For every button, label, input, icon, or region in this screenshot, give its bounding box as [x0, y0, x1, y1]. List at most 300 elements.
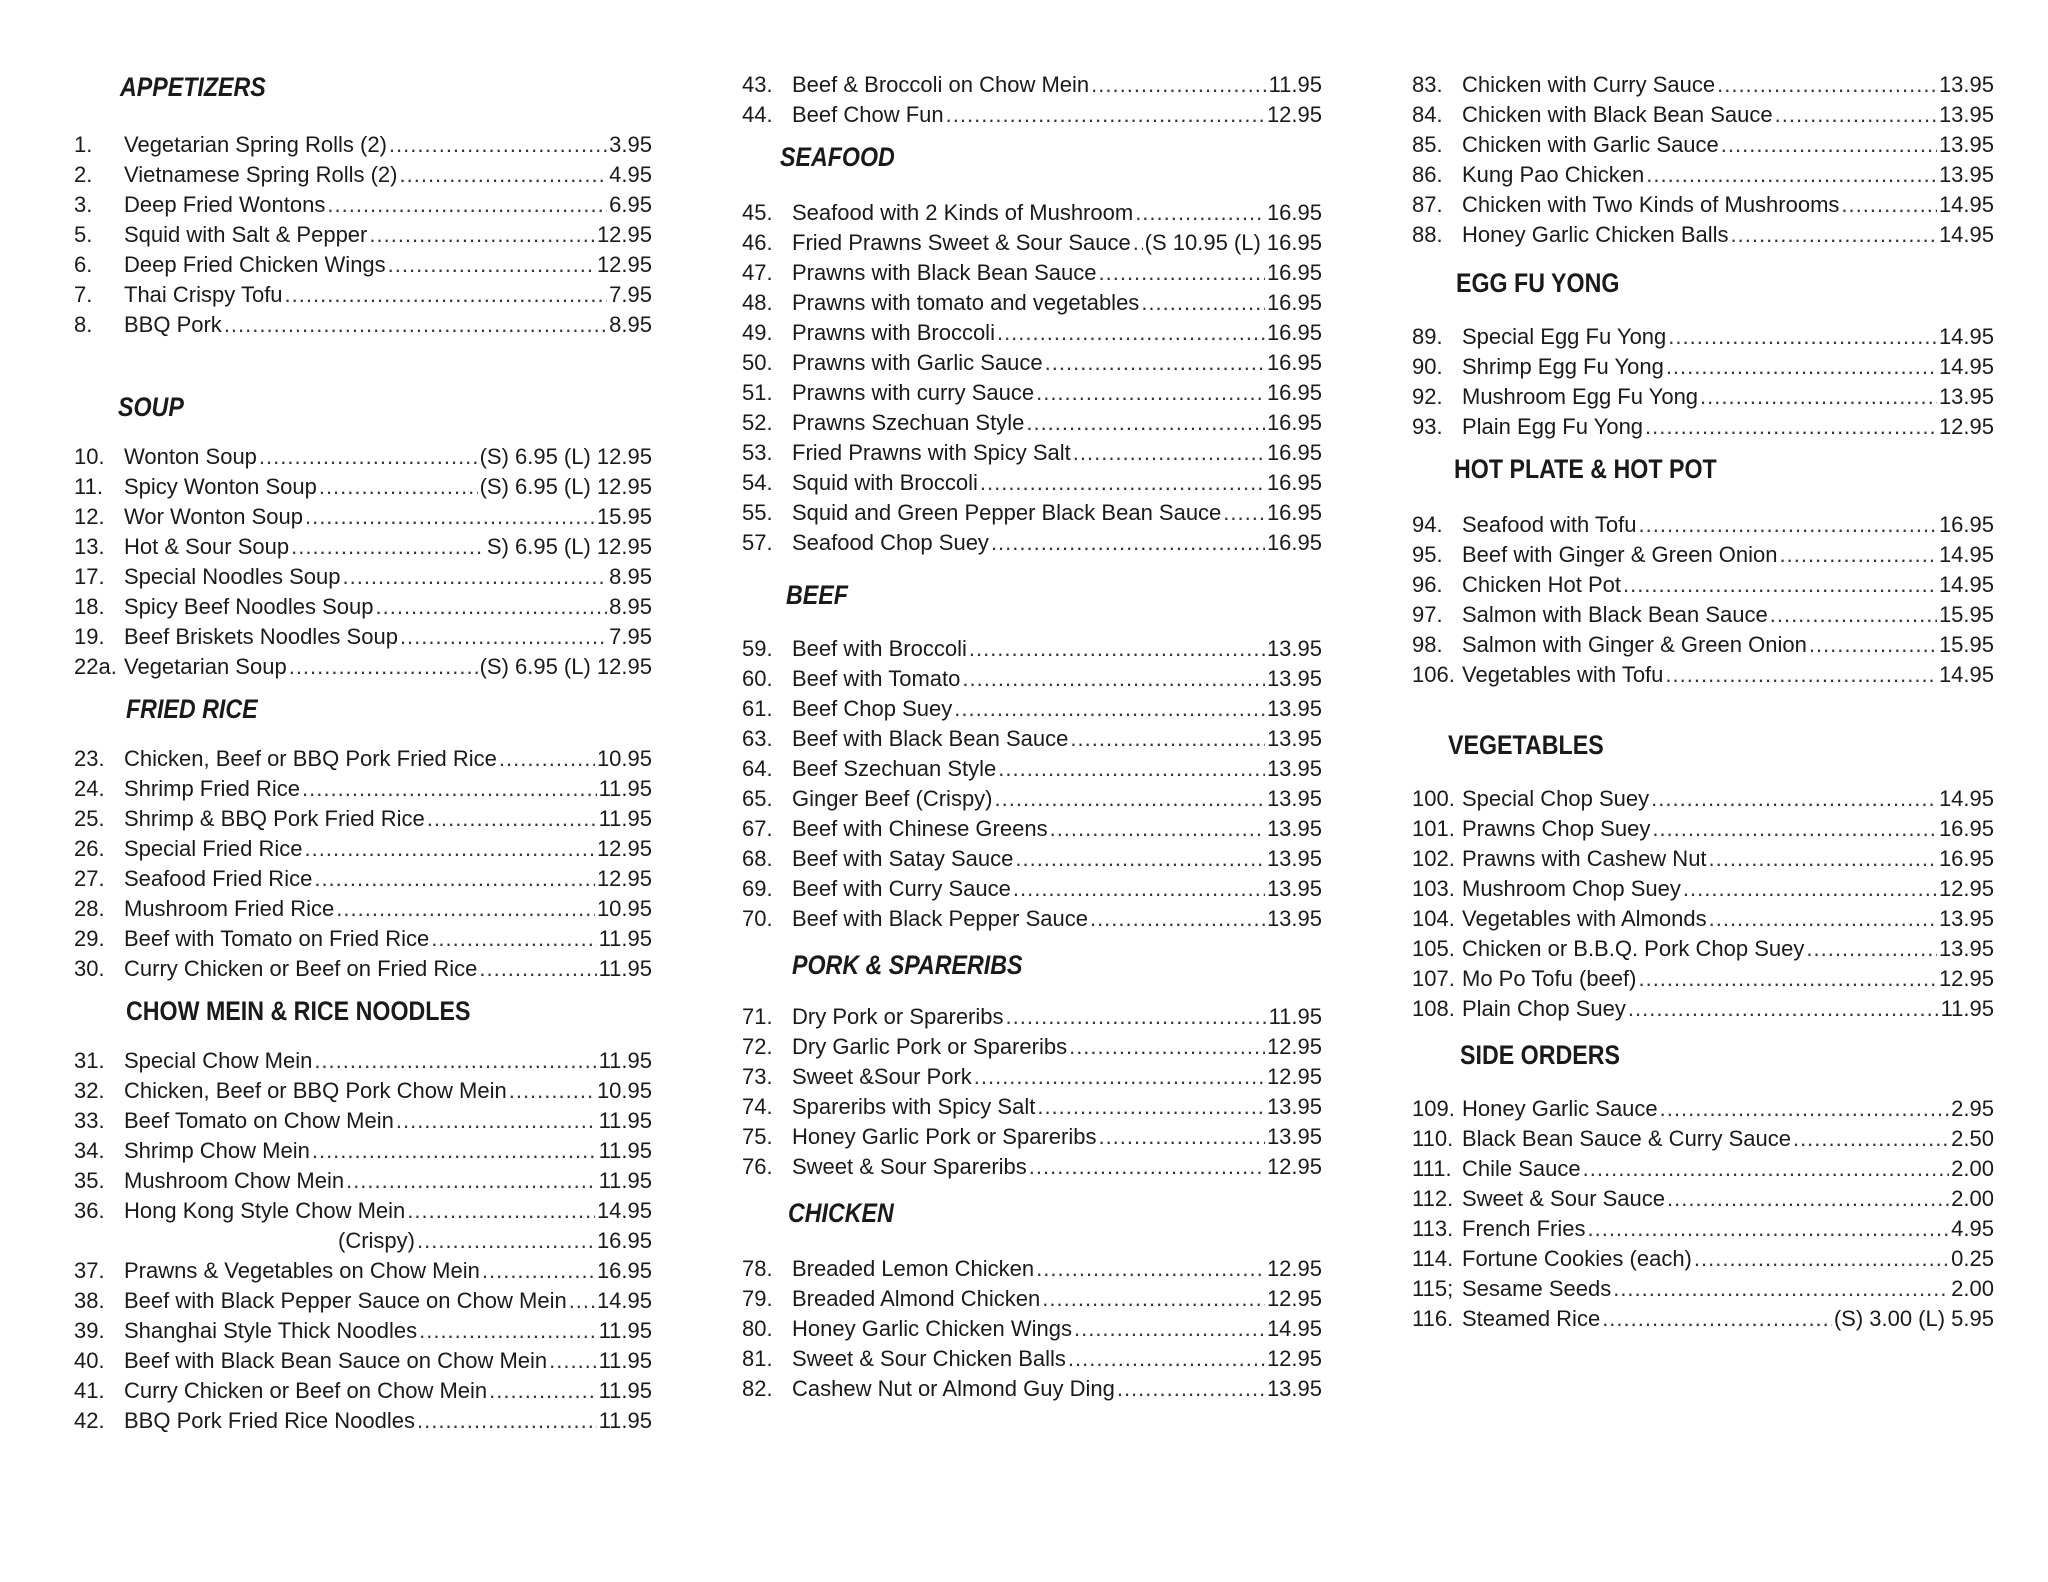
dot-leader — [376, 592, 608, 622]
item-price: 11.95 — [598, 1378, 652, 1403]
section-title: HOT PLATE & HOT POT — [1454, 454, 1717, 484]
item-name: Plain Chop Suey — [1462, 996, 1626, 1021]
item-name: Squid with Broccoli — [792, 470, 978, 495]
menu-item — [1412, 510, 1994, 540]
item-price: 14.95 — [1266, 1316, 1322, 1341]
dot-leader — [1841, 190, 1937, 220]
item-price: 16.95 — [1266, 350, 1322, 375]
item-price: 10.95 — [596, 1078, 652, 1103]
menu-item — [74, 1106, 652, 1136]
item-number: 7. — [74, 282, 93, 307]
item-price: 16.95 — [1266, 410, 1322, 435]
item-number: 113. — [1412, 1216, 1454, 1241]
menu-item — [742, 1284, 1322, 1314]
item-price: 11.95 — [598, 1168, 652, 1193]
dot-leader — [1068, 1344, 1265, 1374]
item-number: 107. — [1412, 966, 1455, 991]
menu-item — [1412, 540, 1994, 570]
item-number: 63. — [742, 726, 773, 751]
menu-item — [742, 1254, 1322, 1284]
item-number: 48. — [742, 290, 773, 315]
menu-item — [74, 562, 652, 592]
item-name: Hong Kong Style Chow Mein — [124, 1198, 406, 1223]
item-name: Beef Chow Fun — [792, 102, 944, 127]
item-number: 80. — [742, 1316, 773, 1341]
item-number: 13. — [74, 534, 105, 559]
menu-item — [74, 190, 652, 220]
dot-leader — [259, 442, 478, 472]
menu-item — [742, 1032, 1322, 1062]
item-number: 85. — [1412, 132, 1443, 157]
menu-section — [1412, 266, 1994, 442]
item-price: 13.95 — [1266, 726, 1322, 751]
item-price: 2.00 — [1951, 1186, 1994, 1211]
dot-leader — [419, 1316, 596, 1346]
item-price: 13.95 — [1938, 936, 1994, 961]
item-number: 70. — [742, 906, 773, 931]
dot-leader — [479, 954, 596, 984]
dot-leader — [974, 1062, 1265, 1092]
item-number: 51. — [742, 380, 773, 405]
item-number: 47. — [742, 260, 773, 285]
item-price: 16.95 — [1266, 320, 1322, 345]
item-name: Chicken, Beef or BBQ Pork Chow Mein — [124, 1078, 507, 1103]
menu-item — [742, 1092, 1322, 1122]
item-name: Chicken with Garlic Sauce — [1462, 132, 1719, 157]
item-number: 5. — [74, 222, 93, 247]
menu-section — [742, 948, 1322, 1182]
menu-column-2 — [742, 70, 1322, 1404]
item-number: 115; — [1412, 1276, 1454, 1301]
section-title: SEAFOOD — [780, 142, 895, 172]
item-name: Black Bean Sauce & Curry Sauce — [1462, 1126, 1791, 1151]
item-number: 78. — [742, 1256, 773, 1281]
item-number: 111. — [1412, 1156, 1452, 1181]
item-price: 11.95 — [598, 926, 652, 951]
dot-leader — [1660, 1094, 1950, 1124]
dot-leader — [1587, 1214, 1949, 1244]
dot-leader — [1099, 258, 1265, 288]
item-name: Sesame Seeds — [1462, 1276, 1612, 1301]
dot-leader — [314, 1046, 596, 1076]
menu-item — [1412, 1244, 1994, 1274]
item-name: Beef Chop Suey — [792, 696, 953, 721]
item-price: 11.95 — [598, 956, 652, 981]
dot-leader — [998, 754, 1265, 784]
item-price: 13.95 — [1266, 876, 1322, 901]
section-title: SIDE ORDERS — [1460, 1040, 1621, 1070]
menu-item — [74, 894, 652, 924]
menu-item — [742, 1002, 1322, 1032]
item-name: Prawns with tomato and vegetables — [792, 290, 1140, 315]
dot-leader — [482, 1256, 595, 1286]
item-price: 13.95 — [1938, 906, 1994, 931]
item-number: 40. — [74, 1348, 105, 1373]
dot-leader — [305, 834, 595, 864]
menu-item — [74, 1406, 652, 1436]
dot-leader — [1141, 288, 1265, 318]
item-price: 2.50 — [1951, 1126, 1994, 1151]
dot-leader — [980, 468, 1265, 498]
item-name: Prawns Chop Suey — [1462, 816, 1651, 841]
menu-item — [1412, 412, 1994, 442]
item-price: (S) 6.95 (L) 12.95 — [479, 444, 652, 469]
dot-leader — [1091, 70, 1266, 100]
item-name: Beef with Black Pepper Sauce — [792, 906, 1088, 931]
dot-leader — [1074, 1314, 1265, 1344]
item-number: 114. — [1412, 1246, 1454, 1271]
item-name: Fortune Cookies (each) — [1462, 1246, 1692, 1271]
menu-section — [74, 390, 652, 682]
item-name: Beef with Black Bean Sauce on Chow Mein — [124, 1348, 548, 1373]
item-number: 35. — [74, 1168, 105, 1193]
item-name: Chicken with Two Kinds of Mushrooms — [1462, 192, 1840, 217]
item-name: Prawns with Cashew Nut — [1462, 846, 1707, 871]
menu-item — [74, 160, 652, 190]
menu-item — [74, 280, 652, 310]
item-name: Curry Chicken or Beef on Chow Mein — [124, 1378, 488, 1403]
dot-leader — [427, 804, 597, 834]
item-price: 11.95 — [598, 776, 652, 801]
dot-leader — [1694, 1244, 1949, 1274]
item-number: 101. — [1412, 816, 1455, 841]
menu-section — [1412, 70, 1994, 250]
dot-leader — [1646, 160, 1937, 190]
item-price: 11.95 — [598, 1408, 652, 1433]
item-price: 14.95 — [1938, 354, 1994, 379]
item-name: Beef with Black Pepper Sauce on Chow Mein — [124, 1288, 567, 1313]
menu-item — [742, 1344, 1322, 1374]
item-name: Steamed Rice — [1462, 1306, 1601, 1331]
dot-leader — [1651, 784, 1937, 814]
dot-leader — [569, 1286, 595, 1316]
dot-leader — [549, 1346, 596, 1376]
item-number: 103. — [1412, 876, 1455, 901]
item-price: 14.95 — [1938, 192, 1994, 217]
menu-item — [1412, 600, 1994, 630]
item-name: Beef with Chinese Greens — [792, 816, 1048, 841]
item-price: 16.95 — [1266, 500, 1322, 525]
item-price: 2.95 — [1951, 1096, 1994, 1121]
dot-leader — [336, 894, 595, 924]
menu-column-1 — [74, 70, 652, 1436]
item-number: 73. — [742, 1064, 773, 1089]
menu-item — [74, 442, 652, 472]
dot-leader — [1073, 438, 1265, 468]
menu-item — [742, 258, 1322, 288]
menu-item — [1412, 934, 1994, 964]
item-name: BBQ Pork — [124, 312, 222, 337]
item-price: 12.95 — [1266, 1256, 1322, 1281]
menu-section — [1412, 452, 1994, 690]
menu-item — [742, 100, 1322, 130]
dot-leader — [312, 1136, 597, 1166]
item-name: Seafood Chop Suey — [792, 530, 989, 555]
item-number: 71. — [742, 1004, 773, 1029]
item-price: 14.95 — [1938, 572, 1994, 597]
item-number: 79. — [742, 1286, 773, 1311]
item-number: 82. — [742, 1376, 773, 1401]
item-name: Wor Wonton Soup — [124, 504, 303, 529]
item-price: 8.95 — [609, 312, 652, 337]
item-number: 6. — [74, 252, 93, 277]
menu-item — [74, 834, 652, 864]
item-number: 32. — [74, 1078, 105, 1103]
menu-item — [742, 754, 1322, 784]
item-price: 13.95 — [1938, 384, 1994, 409]
menu-item — [1412, 220, 1994, 250]
item-name: Shanghai Style Thick Noodles — [124, 1318, 418, 1343]
item-name: Cashew Nut or Almond Guy Ding — [792, 1376, 1115, 1401]
menu-item — [742, 1374, 1322, 1404]
item-name: Seafood with 2 Kinds of Mushroom — [792, 200, 1134, 225]
item-number: 39. — [74, 1318, 105, 1343]
menu-item — [742, 228, 1322, 258]
item-name: Chicken Hot Pot — [1462, 572, 1621, 597]
section-title: APPETIZERS — [120, 72, 266, 102]
item-price: 12.95 — [596, 252, 652, 277]
menu-item — [742, 904, 1322, 934]
item-name: Prawns with curry Sauce — [792, 380, 1035, 405]
item-price: 13.95 — [1266, 1376, 1322, 1401]
section-title: EGG FU YONG — [1456, 268, 1620, 298]
item-name: Special Fried Rice — [124, 836, 303, 861]
menu-item — [742, 348, 1322, 378]
dot-leader — [396, 1106, 597, 1136]
menu-item — [742, 634, 1322, 664]
dot-leader — [1036, 378, 1265, 408]
dot-leader — [1069, 1032, 1265, 1062]
item-name: Seafood with Tofu — [1462, 512, 1637, 537]
menu-item — [1412, 630, 1994, 660]
item-number: 100. — [1412, 786, 1455, 811]
menu-item — [742, 844, 1322, 874]
item-price: 13.95 — [1266, 636, 1322, 661]
item-price: 4.95 — [1951, 1216, 1994, 1241]
dot-leader — [369, 220, 595, 250]
item-number: 54. — [742, 470, 773, 495]
dot-leader — [342, 562, 607, 592]
item-name: Mushroom Chow Mein — [124, 1168, 345, 1193]
dot-leader — [1050, 814, 1265, 844]
menu-item — [1412, 1184, 1994, 1214]
menu-item — [74, 804, 652, 834]
item-price: 13.95 — [1938, 102, 1994, 127]
dot-leader — [1013, 874, 1265, 904]
item-name: Honey Garlic Chicken Wings — [792, 1316, 1072, 1341]
dot-leader — [431, 924, 596, 954]
dot-leader — [1665, 660, 1937, 690]
menu-section — [1412, 1038, 1994, 1334]
item-number: 65. — [742, 786, 773, 811]
section-title: CHICKEN — [788, 1198, 894, 1228]
dot-leader — [1029, 1152, 1265, 1182]
item-number: 30. — [74, 956, 105, 981]
dot-leader — [1809, 630, 1937, 660]
dot-leader — [1775, 100, 1937, 130]
item-price: 12.95 — [596, 836, 652, 861]
item-number: 110. — [1412, 1126, 1454, 1151]
menu-item — [742, 724, 1322, 754]
dot-leader — [1731, 220, 1937, 250]
menu-item — [1412, 352, 1994, 382]
item-number: 27. — [74, 866, 105, 891]
menu-item — [1412, 382, 1994, 412]
item-number: 24. — [74, 776, 105, 801]
menu-item — [742, 1152, 1322, 1182]
item-name: Prawns & Vegetables on Chow Mein — [124, 1258, 480, 1283]
menu-item — [74, 250, 652, 280]
item-price: 14.95 — [1938, 662, 1994, 687]
item-number: 25. — [74, 806, 105, 831]
dot-leader — [1045, 348, 1265, 378]
item-number: 88. — [1412, 222, 1443, 247]
dot-leader — [1583, 1154, 1950, 1184]
section-title: BEEF — [786, 580, 848, 610]
item-number: 31. — [74, 1048, 105, 1073]
item-price: 16.95 — [1266, 260, 1322, 285]
dot-leader — [1117, 1374, 1265, 1404]
item-name: Salmon with Black Bean Sauce — [1462, 602, 1768, 627]
menu-item — [742, 438, 1322, 468]
dot-leader — [302, 774, 597, 804]
item-number: 11. — [74, 474, 103, 499]
menu-item — [742, 408, 1322, 438]
menu-item — [74, 592, 652, 622]
item-price: 4.95 — [609, 162, 652, 187]
item-price: 12.95 — [1266, 1034, 1322, 1059]
dot-leader — [1090, 904, 1265, 934]
menu-item — [74, 532, 652, 562]
item-name: Chicken or B.B.Q. Pork Chop Suey — [1462, 936, 1805, 961]
item-name: Salmon with Ginger & Green Onion — [1462, 632, 1807, 657]
item-price: 12.95 — [1266, 1064, 1322, 1089]
menu-section — [1412, 728, 1994, 1024]
item-price: 0.25 — [1951, 1246, 1994, 1271]
dot-leader — [1709, 904, 1937, 934]
item-name: Sweet & Sour Spareribs — [792, 1154, 1027, 1179]
item-name: Squid and Green Pepper Black Bean Sauce — [792, 500, 1222, 525]
item-name: Curry Chicken or Beef on Fried Rice — [124, 956, 478, 981]
item-price: 13.95 — [1266, 756, 1322, 781]
item-name: Beef with Black Bean Sauce — [792, 726, 1069, 751]
item-number: 43. — [742, 72, 773, 97]
item-number: 102. — [1412, 846, 1455, 871]
menu-item — [1412, 160, 1994, 190]
item-name: Sweet & Sour Chicken Balls — [792, 1346, 1066, 1371]
dot-leader — [1026, 408, 1265, 438]
menu-item — [74, 652, 652, 682]
item-number: 22a. — [74, 654, 117, 679]
item-price: 2.00 — [1951, 1156, 1994, 1181]
item-price: 12.95 — [1266, 1346, 1322, 1371]
item-price: 11.95 — [598, 1318, 652, 1343]
item-number: 92. — [1412, 384, 1443, 409]
item-price: 13.95 — [1266, 786, 1322, 811]
menu-item — [1412, 784, 1994, 814]
menu-item — [742, 1062, 1322, 1092]
item-price: 16.95 — [1266, 470, 1322, 495]
dot-leader — [1042, 1284, 1265, 1314]
menu-section — [74, 70, 652, 340]
menu-item — [1412, 1304, 1994, 1334]
item-price: 15.95 — [1938, 632, 1994, 657]
item-price: 16.95 — [1938, 846, 1994, 871]
item-name: Shrimp Fried Rice — [124, 776, 301, 801]
item-price: 8.95 — [609, 564, 652, 589]
dot-leader — [489, 1376, 596, 1406]
item-number: 83. — [1412, 72, 1443, 97]
menu-item — [74, 924, 652, 954]
item-name: Prawns with Black Bean Sauce — [792, 260, 1097, 285]
dot-leader — [1717, 70, 1937, 100]
item-number: 50. — [742, 350, 773, 375]
menu-item — [1412, 1094, 1994, 1124]
item-price: 14.95 — [1938, 222, 1994, 247]
item-name: Beef with Broccoli — [792, 636, 967, 661]
item-name: Breaded Lemon Chicken — [792, 1256, 1035, 1281]
section-title: PORK & SPARERIBS — [792, 950, 1023, 980]
item-name: Vegetables with Almonds — [1462, 906, 1707, 931]
item-number: 57. — [742, 530, 773, 555]
item-name: Beef & Broccoli on Chow Mein — [792, 72, 1090, 97]
dot-leader — [1645, 412, 1937, 442]
item-name: French Fries — [1462, 1216, 1586, 1241]
dot-leader — [997, 318, 1265, 348]
menu-item — [74, 1226, 652, 1256]
item-name: Plain Egg Fu Yong — [1462, 414, 1644, 439]
item-price: 16.95 — [1266, 200, 1322, 225]
menu-item — [1412, 844, 1994, 874]
dot-leader — [1780, 540, 1937, 570]
dot-leader — [319, 472, 478, 502]
menu-item — [742, 528, 1322, 558]
item-name: Prawns Szechuan Style — [792, 410, 1025, 435]
menu-item — [74, 774, 652, 804]
menu-item — [1412, 190, 1994, 220]
dot-leader — [1223, 498, 1265, 528]
item-name: Ginger Beef (Crispy) — [792, 786, 993, 811]
menu-item — [742, 814, 1322, 844]
dot-leader — [1070, 724, 1265, 754]
item-price: 15.95 — [596, 504, 652, 529]
dot-leader — [1667, 1184, 1949, 1214]
item-price: 12.95 — [596, 222, 652, 247]
item-price: 7.95 — [609, 624, 652, 649]
item-name: Chile Sauce — [1462, 1156, 1581, 1181]
item-number: 29. — [74, 926, 105, 951]
item-name: (Crispy) — [338, 1228, 415, 1253]
item-number: 17. — [74, 564, 105, 589]
item-number: 53. — [742, 440, 773, 465]
menu-item — [742, 288, 1322, 318]
item-price: 16.95 — [596, 1258, 652, 1283]
dot-leader — [969, 634, 1265, 664]
menu-item — [74, 1166, 652, 1196]
dot-leader — [400, 160, 608, 190]
menu-item — [1412, 1124, 1994, 1154]
dot-leader — [1098, 1122, 1264, 1152]
item-number: 34. — [74, 1138, 105, 1163]
item-number: 74. — [742, 1094, 773, 1119]
dot-leader — [1015, 844, 1265, 874]
menu-item — [742, 784, 1322, 814]
menu-item — [1412, 874, 1994, 904]
item-price: 13.95 — [1266, 1124, 1322, 1149]
item-name: Deep Fried Chicken Wings — [124, 252, 386, 277]
item-number: 23. — [74, 746, 105, 771]
dot-leader — [1806, 934, 1937, 964]
